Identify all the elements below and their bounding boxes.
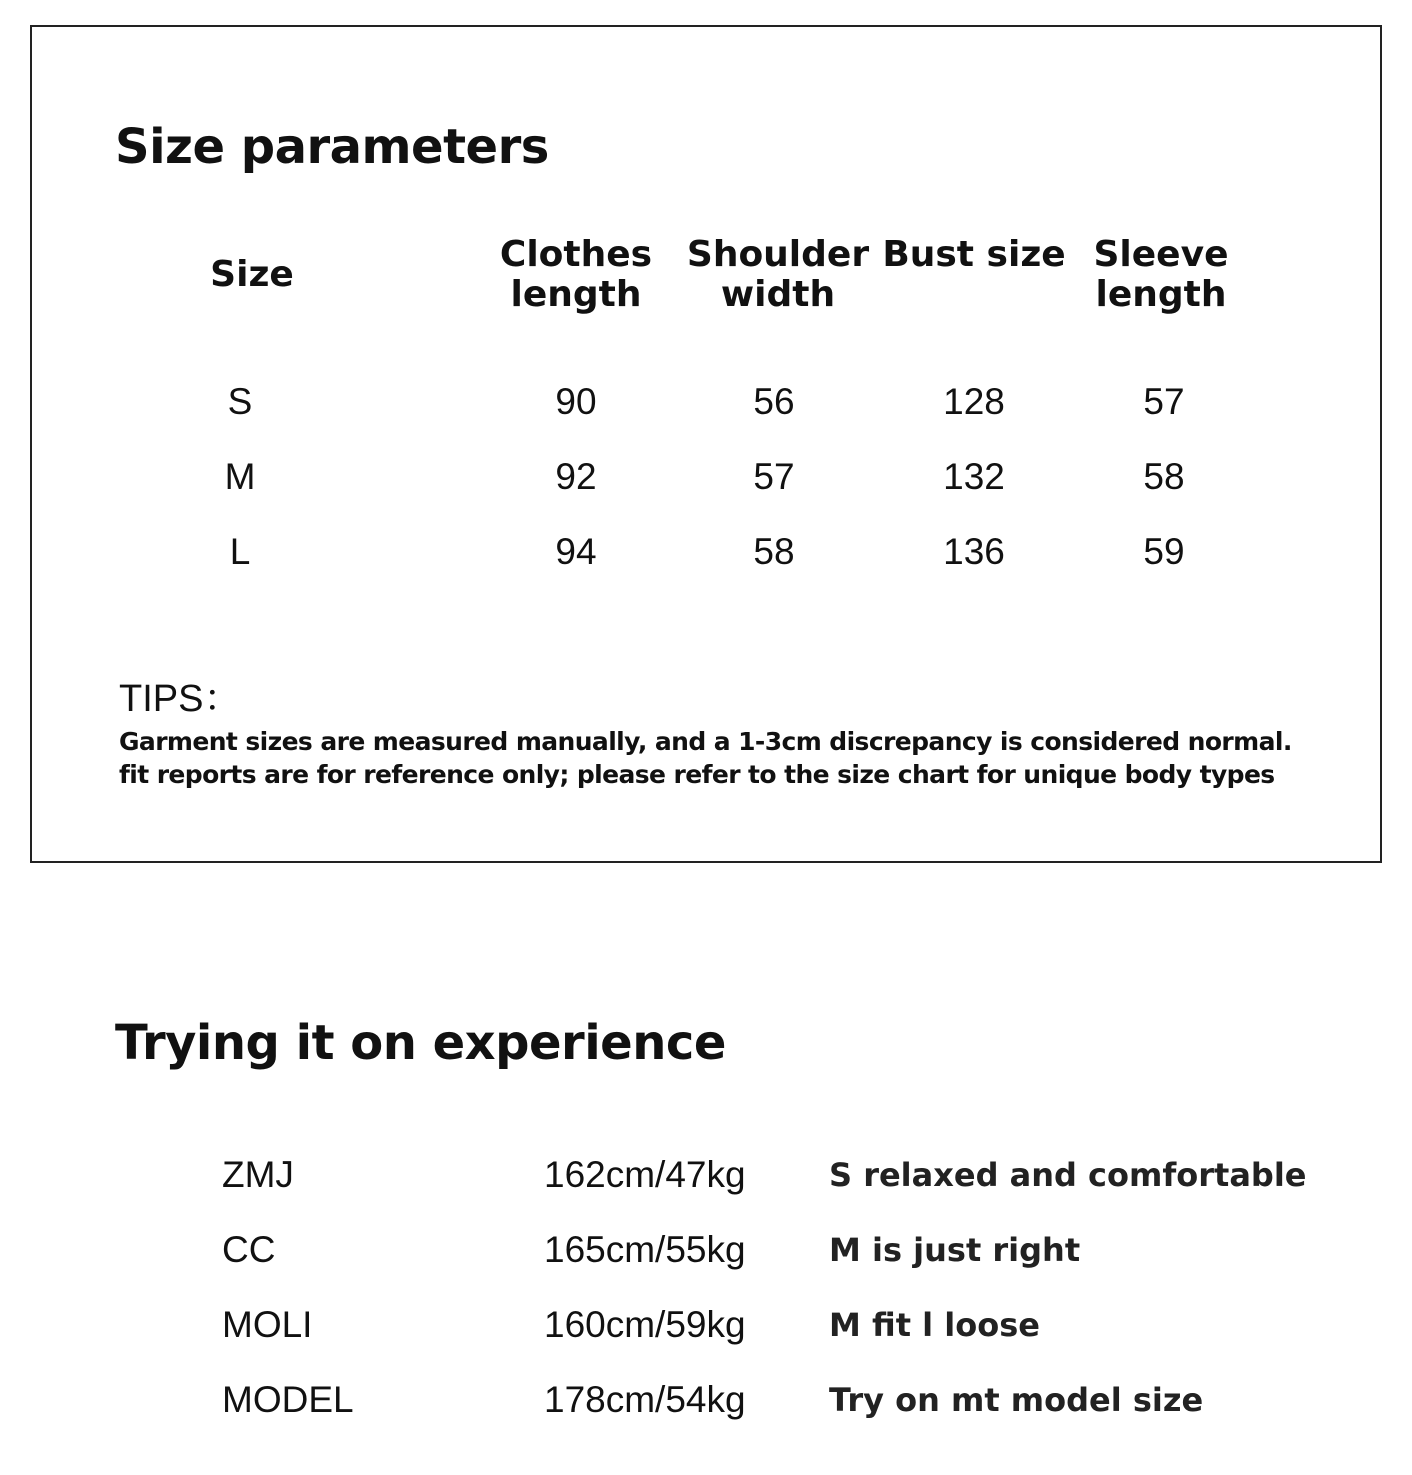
tester-comment: S relaxed and comfortable: [829, 1156, 1307, 1194]
tester-height-weight: 162cm/47kg: [544, 1154, 746, 1195]
header-sleeve-length: Sleeve length: [1093, 234, 1229, 315]
cell-size: L: [229, 531, 251, 572]
cell-bust-size: 128: [943, 381, 1005, 422]
tester-name: CC: [222, 1229, 276, 1270]
header-bust-size: Bust size: [882, 234, 1066, 275]
tester-name: MODEL: [222, 1379, 354, 1420]
cell-bust-size: 136: [943, 531, 1005, 572]
size-parameters-title: Size parameters: [115, 119, 549, 175]
tester-name: ZMJ: [222, 1154, 294, 1195]
size-parameters-panel: [30, 25, 1382, 863]
tips-label: TIPS：: [119, 678, 242, 720]
tester-name: MOLI: [222, 1304, 313, 1345]
cell-clothes-length: 90: [555, 381, 597, 422]
cell-size: S: [227, 381, 253, 422]
cell-shoulder-width: 57: [753, 456, 795, 497]
cell-shoulder-width: 58: [753, 531, 795, 572]
tester-comment: Try on mt model size: [829, 1381, 1204, 1419]
cell-shoulder-width: 56: [753, 381, 795, 422]
tester-height-weight: 178cm/54kg: [544, 1379, 746, 1420]
cell-sleeve-length: 58: [1143, 456, 1185, 497]
tester-height-weight: 160cm/59kg: [544, 1304, 746, 1345]
tester-comment: M fit l loose: [829, 1306, 1040, 1344]
tips-text: Garment sizes are measured manually, and a 1-3cm discrepancy is considered normal. fit reports are for reference only; please refer to the size chart for unique body types: [119, 727, 1292, 789]
cell-clothes-length: 94: [555, 531, 597, 572]
tester-comment: M is just right: [829, 1231, 1081, 1269]
header-size: Size: [210, 254, 294, 295]
tester-height-weight: 165cm/55kg: [544, 1229, 746, 1270]
cell-size: M: [224, 456, 256, 497]
cell-clothes-length: 92: [555, 456, 597, 497]
cell-sleeve-length: 57: [1143, 381, 1185, 422]
cell-bust-size: 132: [943, 456, 1005, 497]
header-shoulder-width: Shoulder width: [686, 234, 870, 315]
cell-sleeve-length: 59: [1143, 531, 1185, 572]
try-on-title: Trying it on experience: [115, 1015, 726, 1071]
header-clothes-length: Clothes length: [499, 234, 653, 315]
